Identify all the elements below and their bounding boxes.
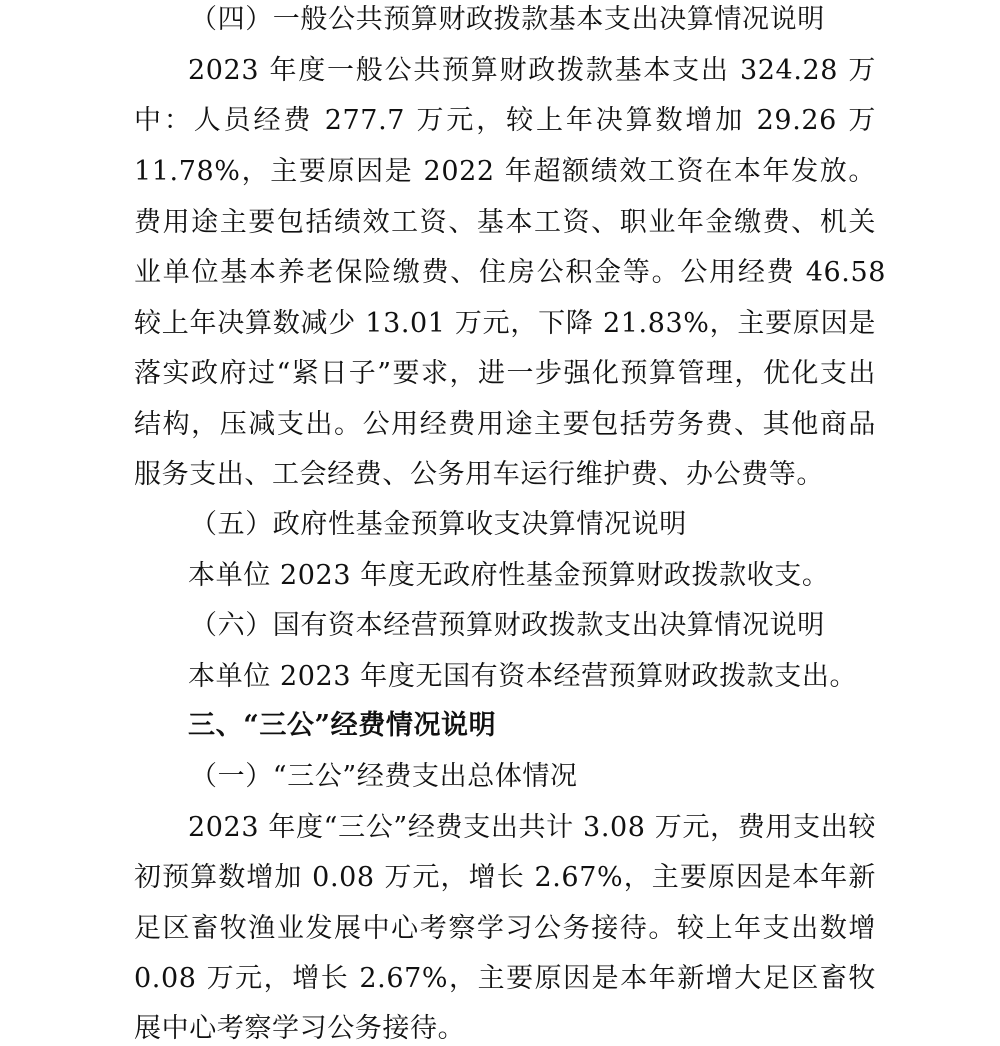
part-3-1-heading: （一）“三公”经费支出总体情况: [190, 761, 578, 792]
section-5-heading: （五）政府性基金预算收支决算情况说明: [190, 509, 687, 540]
section-4-heading: （四）一般公共预算财政拨款基本支出决算情况说明: [190, 4, 825, 35]
part-3-1-paragraph-line: 展中心考察学习公务接待。: [134, 1013, 466, 1044]
section-5-paragraph: 本单位 2023 年度无政府性基金预算财政拨款收支。: [188, 560, 830, 591]
section-4-paragraph-line: 结构，压减支出。公用经费用途主要包括劳务费、其他商品: [134, 409, 876, 440]
section-4-paragraph-line: 费用途主要包括绩效工资、基本工资、职业年金缴费、机关: [134, 207, 876, 238]
section-4-paragraph-line: 服务支出、工会经费、公务用车运行维护费、办公费等。: [134, 459, 824, 490]
section-4-paragraph-line: 业单位基本养老保险缴费、住房公积金等。公用经费 46.58: [134, 257, 886, 288]
section-4-paragraph-line: 2023 年度一般公共预算财政拨款基本支出 324.28 万: [188, 55, 876, 86]
section-6-heading: （六）国有资本经营预算财政拨款支出决算情况说明: [190, 610, 825, 641]
section-4-paragraph-line: 11.78%，主要原因是 2022 年超额绩效工资在本年发放。: [134, 156, 876, 187]
part-3-1-paragraph-line: 2023 年度“三公”经费支出共计 3.08 万元，费用支出较: [188, 812, 876, 843]
section-6-paragraph: 本单位 2023 年度无国有资本经营预算财政拨款支出。: [188, 661, 858, 692]
section-4-paragraph-line: 较上年决算数减少 13.01 万元，下降 21.83%，主要原因是: [134, 308, 876, 339]
part-3-heading: 三、“三公”经费情况说明: [188, 710, 497, 741]
part-3-1-paragraph-line: 足区畜牧渔业发展中心考察学习公务接待。较上年支出数增: [134, 913, 876, 944]
part-3-1-paragraph-line: 初预算数增加 0.08 万元，增长 2.67%，主要原因是本年新: [134, 862, 876, 893]
section-4-paragraph-line: 中：人员经费 277.7 万元，较上年决算数增加 29.26 万: [134, 105, 876, 136]
part-3-1-paragraph-line: 0.08 万元，增长 2.67%，主要原因是本年新增大足区畜牧: [134, 963, 876, 994]
section-4-paragraph-line: 落实政府过“紧日子”要求，进一步强化预算管理，优化支出: [134, 358, 876, 389]
